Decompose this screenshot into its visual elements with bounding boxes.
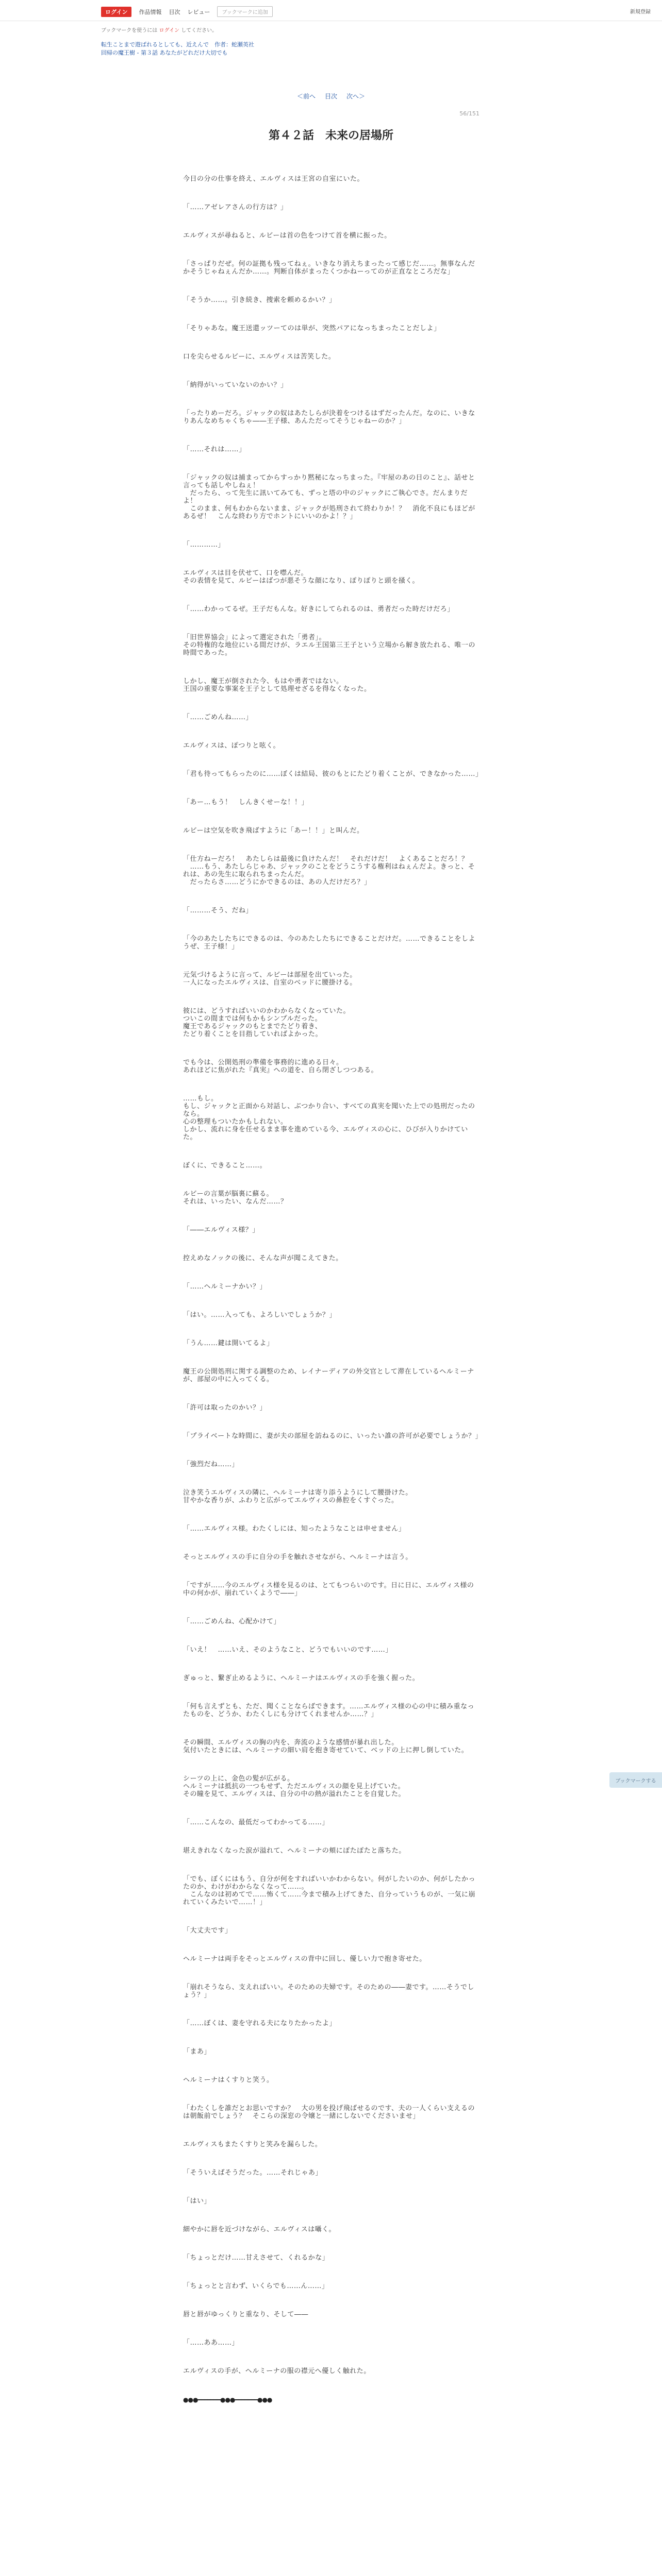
paragraph: 「納得がいっていないのかい？」 — [183, 381, 288, 389]
toc-link[interactable]: 目次 — [169, 8, 180, 15]
paragraph: ルビーは空気を吹き飛ばすように「あー！！」と叫んだ。 — [183, 827, 364, 835]
paragraph: 「何も言えずとも、ただ、聞くことならばできます。……エルヴィス様の心の中に積み重なったものを、どうか、わたくしにも分けてくれませんか……？」 — [183, 1703, 475, 1718]
paragraph: 「君も待ってもらったのに……ぼくは結局、彼のもとにたどり着くことが、できなかった……」 — [183, 770, 483, 778]
paragraph: 「そういえばそうだった。……それじゃあ」 — [183, 2169, 323, 2177]
top-bar — [0, 0, 662, 21]
episode-link[interactable]: 回帰の魔王樹 - 第３話 あなたがどれだけ大切でも — [101, 49, 228, 56]
paragraph: 「大丈夫です」 — [183, 1927, 232, 1935]
paragraph: 細やかに唇を近づけながら、エルヴィスは囁く。 — [183, 2226, 336, 2233]
paragraph: 「……わかってるぜ。王子だもんな。好きにしてられるのは、勇者だった時だけだろ」 — [183, 605, 454, 613]
next-chapter-link[interactable]: 次へ＞ — [346, 93, 366, 100]
notice-text-after: してください。 — [181, 28, 218, 33]
prev-chapter-link[interactable]: ＜前へ — [296, 93, 316, 100]
paragraph: 「……ああ……」 — [183, 2339, 239, 2347]
novel-body — [183, 175, 483, 2404]
paragraph: 「うん……鍵は開いてるよ」 — [183, 1340, 274, 1347]
paragraph: エルヴィスが尋ねると、ルビーは首の色をつけて首を横に振った。 — [183, 232, 391, 240]
paragraph: 「……それは……」 — [183, 446, 246, 453]
paragraph: ぼくに、できること……。 — [183, 1162, 267, 1170]
paragraph: 「旧世界協会」によって選定された「勇者」。 その特権的な地位にいる間だけが、ラエル王国第三王子という立場から解き放たれる、唯一の時間であった。 — [183, 634, 476, 657]
paragraph: 「ジャックの奴は捕まってからすっかり黙秘になっちまった。『牢屋のあの日のこと』、話せと言っても話しやしねぇ！ だったら、って先生に訊いてみても、ずっと塔の中のジャックにご執心でさ。だんまりだよ！ このまま、何もわからないまま、ジャックが処刑されて終わりか！？ 消化不良にもほどがあるぜ！ こんな終わり方でホントにいいのかよ！？」 — [183, 474, 475, 520]
paragraph: ……もし。 もし、ジャックと正面から対話し、ぶつかり合い、すべての真実を聞いた上での処刑だったのなら。 心の整理もついたかもしれない。 しかし、流れに身を任せるまま事を進めている今、エルヴィスの心に、ひびが入りかけていた。 — [183, 1095, 475, 1141]
register-link[interactable]: 新規登録 — [630, 9, 651, 15]
chapter-pager — [0, 92, 662, 100]
paragraph: 「……こんなの、最低だってわかってる……」 — [183, 1819, 329, 1826]
paragraph: 堪えきれなくなった涙が溢れて、ヘルミーナの頬にぽたぽたと落ちた。 — [183, 1847, 406, 1855]
paragraph: そっとエルヴィスの手に自分の手を触れさせながら、ヘルミーナは言う。 — [183, 1553, 412, 1561]
top-nav — [101, 6, 273, 17]
paragraph: 「……アゼレアさんの行方は？」 — [183, 204, 288, 211]
paragraph: 「強烈だね……」 — [183, 1461, 239, 1468]
paragraph: 「……ぼくは、妻を守れる夫になりたかったよ」 — [183, 2020, 337, 2027]
paragraph: エルヴィスもまたくすりと笑みを漏らした。 — [183, 2141, 322, 2148]
paragraph: ルビーの言葉が脳裏に蘇る。 それは、いったい、なんだ……？ — [183, 1190, 288, 1206]
paragraph: 「――エルヴィス様？」 — [183, 1226, 259, 1234]
paragraph: 「そりゃあな。魔王送還ッツーてのは単が、突然パアになっちまったことだしよ」 — [183, 325, 441, 332]
paragraph: 彼には、どうすればいいのかわからなくなっていた。 ついこの間までは何もかもシンプルだった。 魔王であるジャックのもとまでたどり着き、 たどり着くことを目指していればよかった。 — [183, 1007, 351, 1038]
paragraph: エルヴィスは、ぽつりと呟く。 — [183, 742, 280, 750]
paragraph: 「わたくしを誰だとお思いですか？ 大の男を投げ飛ばせるのです、夫の一人くらい支えるのは朝飯前でしょう？ そこらの深窓の令嬢と一緒にしないでくださいませ」 — [183, 2105, 475, 2120]
paragraph: 「………そう、だね」 — [183, 907, 253, 914]
paragraph: 「いえ！ ……いえ、そのようなこと、どうでもいいのです……」 — [183, 1646, 392, 1654]
paragraph: 「…………」 — [183, 541, 225, 549]
paragraph: 「今のあたしたちにできるのは、今のあたしたちにできることだけだ。……できることをしようぜ、王子様！」 — [183, 935, 476, 951]
bookmark-login-notice — [101, 26, 217, 33]
paragraph: シーツの上に、金色の髪が広がる。 ヘルミーナは抵抗の一つもせず、ただエルヴィスの顔を見上げていた。 その瞳を見て、エルヴィスは、自分の中の熱が溢れたことを自覚した。 — [183, 1775, 405, 1798]
paragraph: 「でも、ぼくにはもう、自分が何をすればいいかわからない。何がしたいのか、何がしたかったのか、わけがわからなくなって……。 こんなのは初めてで……怖くて……今まで積み上げてきた、自分っていうものが、一気に崩れていくみたいで……！」 — [183, 1875, 476, 1906]
paragraph: 「仕方ねーだろ！ あたしらは最後に負けたんだ！ それだけだ！ よくあることだろ！？ ……もう、あたしらじゃあ、ジャックのことをどうこうする権利はねぇんだよ。きっと、それは、あの先生に取られちまったんだ。 だったらさ……どうにかできるのは、あの人だけだろ？」 — [183, 855, 475, 886]
paragraph: 「ですが……今のエルヴィス様を見るのは、とてもつらいのです。日に日に、エルヴィス様の中の何かが、崩れていくようで――」 — [183, 1582, 474, 1597]
add-bookmark-button[interactable]: ブックマークに追加 — [217, 6, 272, 17]
paragraph: 「はい」 — [183, 2197, 211, 2205]
paragraph: 泣き笑うエルヴィスの隣に、ヘルミーナは寄り添うようにして腰掛けた。 甘やかな香りが、ふわりと広がってエルヴィスの鼻腔をくすぐった。 — [183, 1489, 412, 1504]
paragraph: エルヴィスの手が、ヘルミーナの服の襟元へ優しく触れた。 — [183, 2367, 371, 2375]
paragraph: 唇と唇がゆっくりと重なり、そして―― — [183, 2311, 308, 2318]
notice-text-before: ブックマークを使うには — [101, 28, 158, 33]
pager-toc-link[interactable]: 目次 — [324, 93, 337, 100]
paragraph: 「ったりめーだろ。ジャックの奴はあたしらが決着をつけるはずだったんだ。なのに、いきなりあんなめちゃくちゃ――王子様、あんただってそうじゃねーのか？」 — [183, 410, 475, 425]
paragraph: 「崩れそうなら、支えればいい。そのための夫婦です。そのための――妻です。……そうでしょう？」 — [183, 1984, 474, 1999]
floating-bookmark-button[interactable]: ブックマークする — [609, 1772, 662, 1788]
review-link[interactable]: レビュー — [187, 8, 210, 15]
paragraph: 控えめなノックの後に、そんな声が聞こえてきた。 — [183, 1255, 343, 1262]
paragraph: 今日の分の仕事を終え、エルヴィスは王宮の自室にいた。 — [183, 175, 365, 183]
paragraph: 「……ごめんね……」 — [183, 714, 253, 721]
paragraph: 元気づけるように言って、ルビーは部屋を出ていった。 一人になったエルヴィスは、自室のベッドに腰掛ける。 — [183, 971, 357, 987]
paragraph: ヘルミーナはくすりと笑う。 — [183, 2076, 274, 2084]
paragraph: ぎゅっと、繋ぎ止めるように、ヘルミーナはエルヴィスの手を強く握った。 — [183, 1674, 420, 1682]
paragraph: 「さっぱりだぜ。何の証拠も残ってねぇ。いきなり消えちまったって感じだ……。無事なんだかそうじゃねぇんだか……。判断自体がまったくつかねーってのが正直なところだな」 — [183, 260, 475, 276]
chapter-counter: 56/151 — [459, 110, 479, 117]
paragraph: 「はい。……入っても、よろしいでしょうか？」 — [183, 1311, 337, 1319]
chapter-title: 第４２話 未来の居場所 — [268, 129, 393, 142]
paragraph: 「まあ」 — [183, 2048, 211, 2056]
paragraph: 「ちょっとと言わず、いくらでも……ん……」 — [183, 2282, 329, 2290]
paragraph: 「プライベートな時間に、妻が夫の部屋を訪ねるのに、いったい誰の許可が必要でしょうか？」 — [183, 1432, 483, 1440]
paragraph: 「……ごめんね、心配かけて」 — [183, 1618, 281, 1625]
paragraph: しかし、魔王が倒された今、もはや勇者ではない。 王国の重要な事案を王子として処理せざるを得なくなった。 — [183, 677, 371, 693]
paragraph: 「ちょっとだけ……甘えさせて、くれるかな」 — [183, 2254, 329, 2262]
login-button[interactable]: ログイン — [101, 7, 131, 17]
paragraph: 「……ヘルミーナかい？」 — [183, 1283, 267, 1291]
paragraph: ヘルミーナは両手をそっとエルヴィスの背中に回し、優しい力で抱き寄せた。 — [183, 1955, 426, 1963]
paragraph: 口を尖らせるルビーに、エルヴィスは苦笑した。 — [183, 353, 336, 361]
work-info-link[interactable]: 作品情報 — [139, 8, 162, 15]
paragraph: エルヴィスは目を伏せて、口を噤んだ。 その表情を見て、ルビーはばつが悪そうな顔になり、ぽりぽりと頭を掻く。 — [183, 569, 419, 585]
paragraph: 「そうか……。引き続き、捜索を頼めるかい？」 — [183, 296, 336, 304]
scene-separator: ●●●━━━━━━━●●●━━━━━━━●●● — [183, 2396, 272, 2403]
paragraph: 「許可は取ったのかい？」 — [183, 1404, 267, 1412]
work-title-link[interactable]: 転生ことまで遊ばれるとしても、近えんで 作者：蛇瀬英社 — [101, 41, 254, 48]
paragraph: でも今は、公開処刑の準備を事務的に進める日々。 あれほどに焦がれた『真実』への道を、自ら閉ざしつつある。 — [183, 1059, 378, 1074]
paragraph: その瞬間、エルヴィスの胸の内を、奔流のような感情が暴れ出した。 気付いたときには、ヘルミーナの細い肩を抱き寄せていて、ベッドの上に押し倒していた。 — [183, 1739, 469, 1754]
paragraph: 「あー…もう！ しんきくせーな！！」 — [183, 799, 309, 806]
paragraph: 「……エルヴィス様。わたくしには、知ったようなことは申せません」 — [183, 1525, 406, 1533]
paragraph: 魔王の公開処刑に関する調整のため、レイナーディアの外交官として滞在しているヘルミーナが、部屋の中に入ってくる。 — [183, 1368, 474, 1383]
notice-login-link[interactable]: ログイン — [159, 28, 179, 33]
